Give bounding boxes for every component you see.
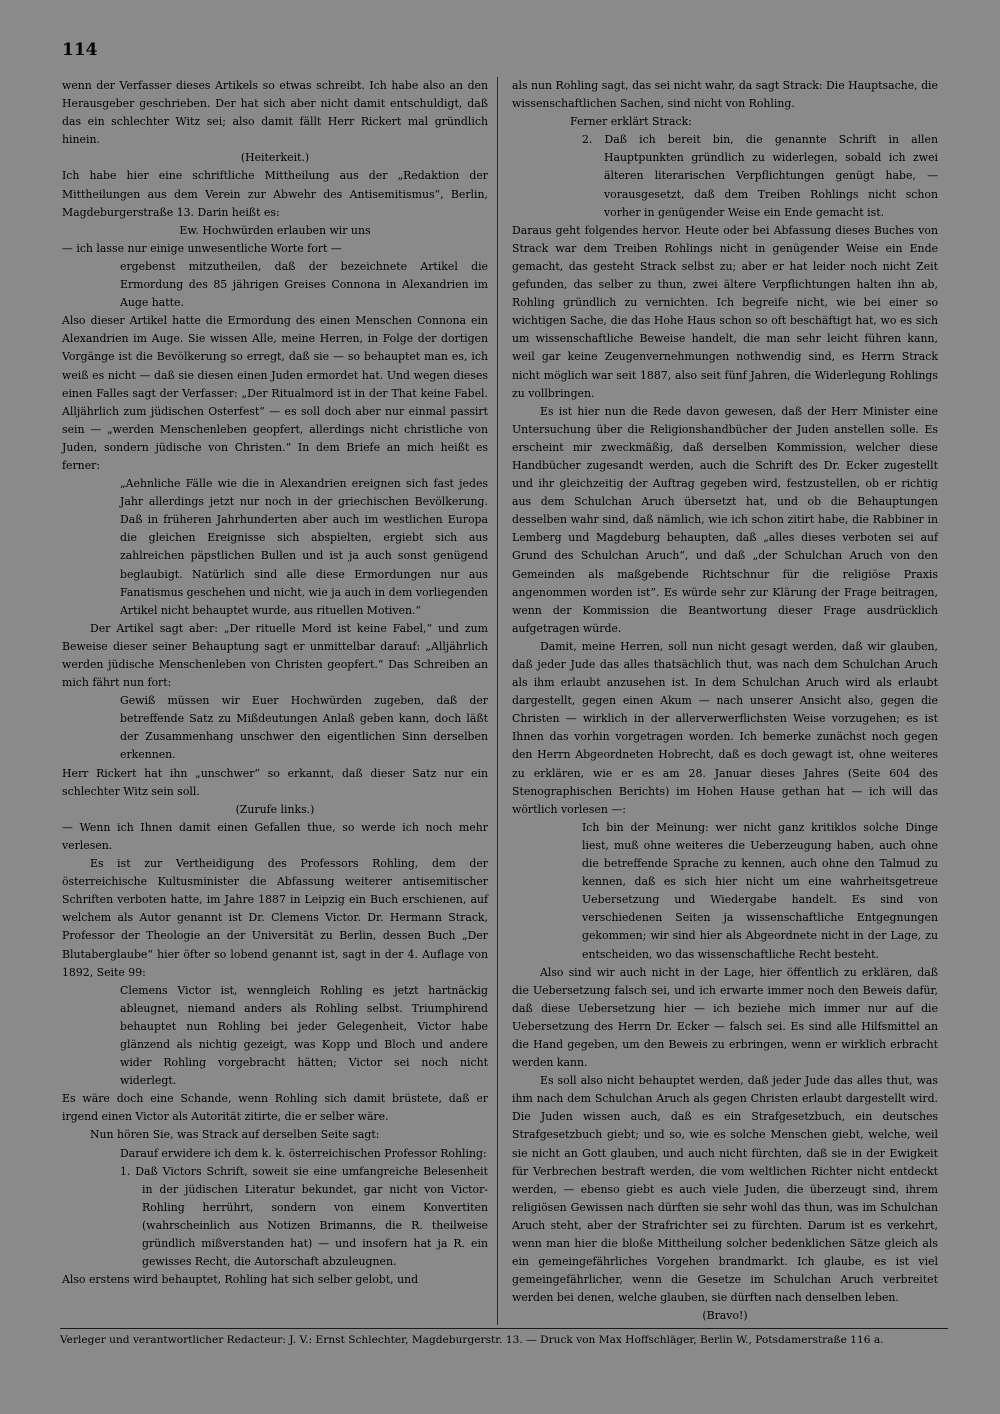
page-number: 114 [62, 40, 98, 60]
paragraph: — Wenn ich Ihnen damit einen Gefallen thue, so werde ich noch mehr verlesen. [62, 820, 488, 852]
quoted-paragraph: Ich bin der Meinung: wer nicht ganz kritiklos solche Dinge liest, muß ohne weiteres die Ueberzeugung haben, auch ohne die betreffende Sprache zu kennen, auch ohne den Talmud zu kennen, daß es sich hier nicht um eine wahrheitsgetreue Uebersetzung und Wiedergabe handelt. Es sind von verschiedenen Seiten ja wissenschaftliche Entgegnungen gekommen; wir sind hier als Abgeordnete nicht in der Lage, zu entscheiden, wo das wissenschaftliche Recht besteht. [582, 820, 938, 961]
center-remark: (Zurufe links.) [235, 802, 315, 816]
paragraph: Damit, meine Herren, soll nun nicht gesagt werden, daß wir glauben, daß jeder Jude das alles thatsächlich thut, was nach dem Schulchan Aruch als ihm erlaubt anzusehen ist. In dem Schulchan Aruch wird als erlaubt dargestellt, gegen einen Akum — nach unserer Ansicht also, gegen die Christen — wirklich in der allerverwerflichsten Weise vorzugehen; es ist Ihnen das vorhin vorgetragen worden. Ich bemerke zunächst noch gegen den Herrn Abgeordneten Hobrecht, daß es doch gewagt ist, ohne weiteres zu erklären, wie er es am 28. Januar dieses Jahres (Seite 604 des Stenographischen Berichts) im Hohen Hause gethan hat — ich will das wörtlich vorlesen —: [512, 639, 938, 816]
center-remark: (Heiterkeit.) [240, 151, 310, 165]
paragraph: Es soll also nicht behauptet werden, daß jeder Jude das alles thut, was ihm nach dem Schulchan Aruch als gegen Christen erlaubt dargestellt wird. Die Juden wissen auch, daß es ein Strafgesetzbuch, ein deutsches Strafgesetzbuch giebt; und so, wie es solche Menschen giebt, welche, weil sie nicht an Gott glauben, und auch nicht fürchten, daß sie in der Ewigkeit für Verbrechen bestraft werden, die vom weltlichen Richter nicht entdeckt werden, — ebenso giebt es auch viele Juden, die überzeugt sind, ihrem religiösen Gewissen nach dürften sie sehr wohl das thun, was im Schulchan Aruch steht, aber der Strafrichter sei zu fürchten. Darum ist es verkehrt, wenn man hier die bloße Mittheilung solcher bedenklichen Sätze gleich als ein gemeingefährliches Vorgehen brandmarkt. Ich glaube, es ist viel gemeingefährlicher, wenn die Gesetze im Schulchan Aruch verbreitet werden bei denen, welche glauben, sie dürften nach denselben leben. [512, 1074, 938, 1305]
paragraph: — ich lasse nur einige unwesentliche Worte fort — [62, 241, 342, 255]
paragraph: Es wäre doch eine Schande, wenn Rohling sich damit brüstete, daß er irgend einen Victor als Autorität zitirte, die er selber wäre. [62, 1092, 488, 1124]
column-divider [497, 77, 498, 1325]
left-column [62, 77, 488, 1289]
center-remark: (Bravo!) [702, 1309, 748, 1323]
paragraph: als nun Rohling sagt, das sei nicht wahr, da sagt Strack: Die Hauptsache, die wissenschaftlichen Sachen, sind nicht von Rohling. [512, 79, 938, 111]
quoted-paragraph: Gewiß müssen wir Euer Hochwürden zugeben, daß der betreffende Satz zu Mißdeutungen Anlaß geben kann, doch läßt der Zusammenhang unschwer den eigentlichen Sinn derselben erkennen. [120, 694, 488, 762]
paragraph: Der Artikel sagt aber: „Der rituelle Mord ist keine Fabel,“ und zum Beweise dieser seiner Behauptung sagt er unmittelbar darauf: „Alljährlich werden jüdische Menschenleben von Christen geopfert.“ Das Schreiben an mich fährt nun fort: [62, 621, 488, 690]
paragraph: wenn der Verfasser dieses Artikels so etwas schreibt. Ich habe also an den Herausgeber geschrieben. Der hat sich aber nicht damit entschuldigt, daß das ein schlechter Witz sei; also damit fällt Herr Rickert mal gründlich hinein. [62, 79, 488, 147]
right-column [512, 77, 938, 1325]
quoted-paragraph: ergebenst mitzutheilen, daß der bezeichnete Artikel die Ermordung des 85 jährigen Greises Connona in Alexandrien im Auge hatte. [120, 259, 488, 310]
paragraph: Nun hören Sie, was Strack auf derselben Seite sagt: [90, 1128, 380, 1142]
imprint-line: Verleger und verantwortlicher Redacteur: J. V.: Ernst Schlechter, Magdeburgerstr. 13. — Druck von Max Hoffschläger, Berlin W., Potsdamerstraße 116 a. [60, 1334, 884, 1346]
quoted-paragraph: Darauf erwidere ich dem k. k. österreichischen Professor Rohling: [120, 1146, 487, 1160]
center-remark: Ew. Hochwürden erlauben wir uns [179, 223, 371, 237]
quoted-paragraph: „Aehnliche Fälle wie die in Alexandrien ereignen sich fast jedes Jahr allerdings jetzt nur noch in der griechischen Bevölkerung. Daß in früheren Jahrhunderten aber auch im westlichen Europa die gleichen Ereignisse sich abspielten, ergiebt sich aus zahlreichen päpstlichen Bullen und ist ja auch sonst genügend beglaubigt. Natürlich sind alle diese Ermordungen nur aus Fanatismus geschehen und nicht, wie ja auch in dem vorliegenden Artikel nicht behauptet wurde, aus rituellen Motiven.“ [120, 477, 489, 617]
paragraph: Ich habe hier eine schriftliche Mittheilung aus der „Redaktion der Mittheilungen aus dem Verein zur Abwehr des Antisemitismus“, Berlin, Magdeburgerstraße 13. Darin heißt es: [62, 169, 488, 219]
quoted-paragraph: 2. Daß ich bereit bin, die genannte Schrift in allen Hauptpunkten gründlich zu widerlegen, sobald ich zwei älteren literarischen Verpflichtungen genügt habe, — vorausgesetzt, daß dem Treiben Rohlings nicht schon vorher in genügender Weise ein Ende gemacht ist. [582, 133, 938, 219]
quoted-paragraph: 1. Daß Victors Schrift, soweit sie eine umfangreiche Belesenheit in der jüdischen Literatur bekundet, gar nicht von Victor-Rohling herrührt, sondern von einem Konvertiten (wahrscheinlich aus Notizen Brimanns, die R. theilweise gründlich mißverstanden hat) — und insofern hat ja R. ein gewisses Recht, die Autorschaft abzuleugnen. [120, 1164, 488, 1269]
paragraph: Herr Rickert hat ihn „unschwer“ so erkannt, daß dieser Satz nur ein schlechter Witz sein soll. [62, 766, 488, 798]
paragraph: Daraus geht folgendes hervor. Heute oder bei Abfassung dieses Buches von Strack war dem Treiben Rohlings nicht in genügender Weise ein Ende gemacht, das gesteht Strack selbst zu; aber er hat leider noch nicht Zeit gefunden, das selber zu thun, zwei ältere Verpflichtungen halten ihn ab, Rohling gründlich zu vernichten. Ich begreife nicht, wie bei einer so wichtigen Sache, die das Hohe Haus schon so oft beschäftigt hat, wo es sich um wissenschaftliche Beweise handelt, die man sehr leicht führen kann, weil gar keine Zeugenvernehmungen nothwendig sind, es Herrn Strack nicht möglich war seit 1887, also seit fünf Jahren, die Widerlegung Rohlings zu vollbringen. [512, 223, 938, 400]
paragraph: Es ist hier nun die Rede davon gewesen, daß der Herr Minister eine Untersuchung über die Religionshandbücher der Juden anstellen solle. Es erscheint mir zweckmäßig, daß derselben Kommission, welcher diese Handbücher zugesandt werden, auch die Schrift des Dr. Ecker zugestellt und ihr gleichzeitig der Auftrag gegeben wird, festzustellen, ob er richtig aus dem Schulchan Aruch übersetzt hat, und ob die Behauptungen desselben wahr sind, daß nämlich, wie ich schon zitirt habe, die Rabbiner in Lemberg und Magdeburg behaupten, daß „alles dieses verboten sei auf Grund des Schulchan Aruch“, und daß „der Schulchan Aruch von den Gemeinden als maßgebende Richtschnur für die religiöse Praxis angenommen worden ist“. Es würde sehr zur Klärung der Frage beitragen, wenn der Kommission die Beantwortung dieser Frage ausdrücklich aufgetragen würde. [512, 404, 938, 635]
quoted-paragraph: Ferner erklärt Strack: [570, 115, 692, 129]
paragraph: Also sind wir auch nicht in der Lage, hier öffentlich zu erklären, daß die Uebersetzung falsch sei, und ich erwarte immer noch den Beweis dafür, daß diese Uebersetzung hier — ich beziehe mich immer nur auf die Uebersetzung des Herrn Dr. Ecker — falsch sei. Es sind alle Hilfsmittel an die Hand gegeben, um den Beweis zu erbringen, wenn er wirklich erbracht werden kann. [512, 965, 938, 1070]
paragraph: Also dieser Artikel hatte die Ermordung des einen Menschen Connona ein Alexandrien im Auge. Sie wissen Alle, meine Herren, in Folge der dortigen Vorgänge ist die Bevölkerung so erregt, daß sie — so behauptet man es, ich weiß es nicht — daß sie diesen einen Juden ermordet hat. Und wegen dieses einen Falles sagt der Verfasser: „Der Ritualmord ist in der That keine Fabel. Alljährlich zum jüdischen Osterfest“ — es soll doch aber nur einmal passirt sein — „werden Menschenleben geopfert, allerdings nicht christliche von Juden, sondern jüdische von Christen.“ In dem Briefe an mich heißt es ferner: [62, 314, 488, 472]
paragraph: Es ist zur Vertheidigung des Professors Rohling, dem der österreichische Kultusminister die Abfassung weiterer antisemitischer Schriften verboten hatte, im Jahre 1887 in Leipzig ein Buch erschienen, auf welchem als Autor genannt ist Dr. Clemens Victor. Dr. Hermann Strack, Professor der Theologie an der Universität zu Berlin, dessen Buch „Der Blutaberglaube“ hier öfter so lobend genannt ist, sagt in der 4. Auflage von 1892, Seite 99: [62, 857, 488, 979]
paragraph: Also erstens wird behauptet, Rohling hat sich selber gelobt, und [62, 1273, 419, 1287]
quoted-paragraph: Clemens Victor ist, wenngleich Rohling es jetzt hartnäckig ableugnet, niemand anders als Rohling selbst. Triumphirend behauptet nun Rohling bei jeder Gelegenheit, Victor habe glänzend als nichtig gezeigt, was Kopp und Bloch und andere wider Rohling vorgebracht hätten; Victor sei noch nicht widerlegt. [120, 983, 488, 1088]
footer-rule [60, 1328, 948, 1329]
